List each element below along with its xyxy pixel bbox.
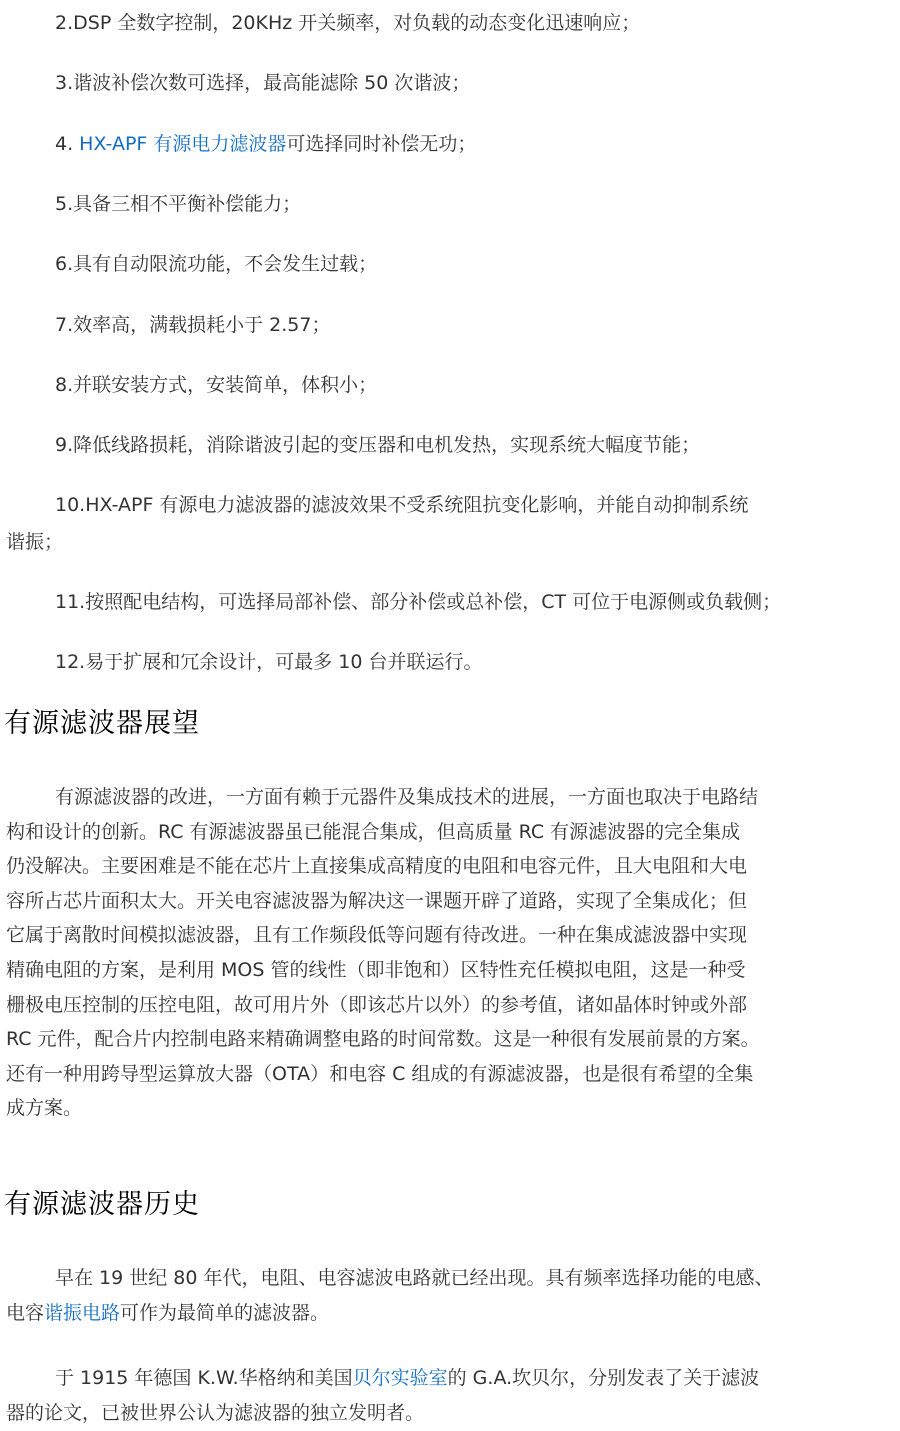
outlook-line: 精确电阻的方案，是利用 MOS 管的线性（即非饱和）区特性充任模拟电阻，这是一种受 [6,958,746,981]
feature-item-4 [6,127,890,161]
hx-apf-link[interactable]: HX-APF 有源电力滤波器 [79,133,287,155]
feature-text-line2: 谐振； [6,531,64,553]
feature-text-line1: 10.HX-APF 有源电力滤波器的滤波效果不受系统阻抗变化影响，并能自动抑制系统 [55,494,749,516]
feature-item-3 [6,66,890,100]
bell-labs-link[interactable]: 贝尔实验室 [352,1367,448,1389]
feature-text: 11.按照配电结构，可选择局部补偿、部分补偿或总补偿，CT 可位于电源侧或负载侧； [55,591,782,613]
outlook-line: 成方案。 [6,1097,83,1120]
history-paragraph-1 [6,1261,884,1330]
history-paragraph-2 [6,1361,884,1430]
feature-item-5 [6,187,890,221]
feature-item-10 [6,488,890,522]
feature-item-8 [6,368,890,402]
feature-suffix: 可选择同时补偿无功； [286,133,477,155]
feature-item-6 [6,247,890,281]
outlook-line: 构和设计的创新。RC 有源滤波器虽已能混合集成，但高质量 RC 有源滤波器的完全集成 [6,820,741,843]
feature-item-9 [6,428,890,462]
feature-text: 3.谐波补偿次数可选择，最高能滤除 50 次谐波； [55,72,471,94]
feature-item-2 [6,6,890,40]
feature-text: 12.易于扩展和冗余设计，可最多 10 台并联运行。 [55,651,483,673]
outlook-line: 有源滤波器的改进，一方面有赖于元器件及集成技术的进展，一方面也取决于电路结 [55,786,759,808]
feature-item-12 [6,645,890,679]
history-line: 早在 19 世纪 80 年代，电阻、电容滤波电路就已经出现。具有频率选择功能的电感、 [55,1267,774,1289]
resonant-circuit-link[interactable]: 谐振电路 [44,1301,121,1324]
history-text: 的 G.A.坎贝尔，分别发表了关于滤波 [447,1367,760,1389]
history-line [6,1361,884,1396]
outlook-paragraph [6,780,884,1126]
feature-text: 9.降低线路损耗，消除谐波引起的变压器和电机发热，实现系统大幅度节能； [55,434,701,456]
outlook-line: 栅极电压控制的压控电阻，故可用片外（即该芯片以外）的参考值，诸如晶体时钟或外部 [6,993,748,1016]
history-text: 电容 [6,1301,45,1324]
outlook-line: RC 元件，配合片内控制电路来精确调整电路的时间常数。这是一种很有发展前景的方案。 [6,1028,760,1051]
outlook-line: 仍没解决。主要困难是不能在芯片上直接集成高精度的电阻和电容元件，且大电阻和大电 [6,855,748,878]
history-text: 于 1915 年德国 K.W.华格纳和美国 [55,1367,353,1389]
feature-item-7 [6,308,890,342]
history-text: 可作为最简单的滤波器。 [120,1301,330,1324]
outlook-heading: 有源滤波器展望 [4,708,200,739]
feature-text: 7.效率高，满载损耗小于 2.57； [55,314,331,336]
feature-text: 2.DSP 全数字控制，20KHz 开关频率，对负载的动态变化迅速响应； [55,12,641,34]
history-line [6,1296,884,1331]
feature-text: 6.具有自动限流功能，不会发生过载； [55,253,378,275]
feature-text: 5.具备三相不平衡补偿能力； [55,193,302,215]
feature-item-10-continued [6,525,890,559]
outlook-line: 它属于离散时间模拟滤波器，且有工作频段低等问题有待改进。一种在集成滤波器中实现 [6,924,748,947]
feature-item-11 [6,585,890,619]
outlook-line: 容所占芯片面积太大。开关电容滤波器为解决这一课题开辟了道路，实现了全集成化；但 [6,889,748,912]
outlook-line: 还有一种用跨导型运算放大器（OTA）和电容 C 组成的有源滤波器，也是很有希望的全集 [6,1062,754,1085]
history-heading: 有源滤波器历史 [4,1189,200,1220]
feature-prefix: 4. [55,133,80,155]
history-line: 器的论文，已被世界公认为滤波器的独立发明者。 [6,1401,425,1424]
feature-text: 8.并联安装方式，安装简单，体积小； [55,374,378,396]
